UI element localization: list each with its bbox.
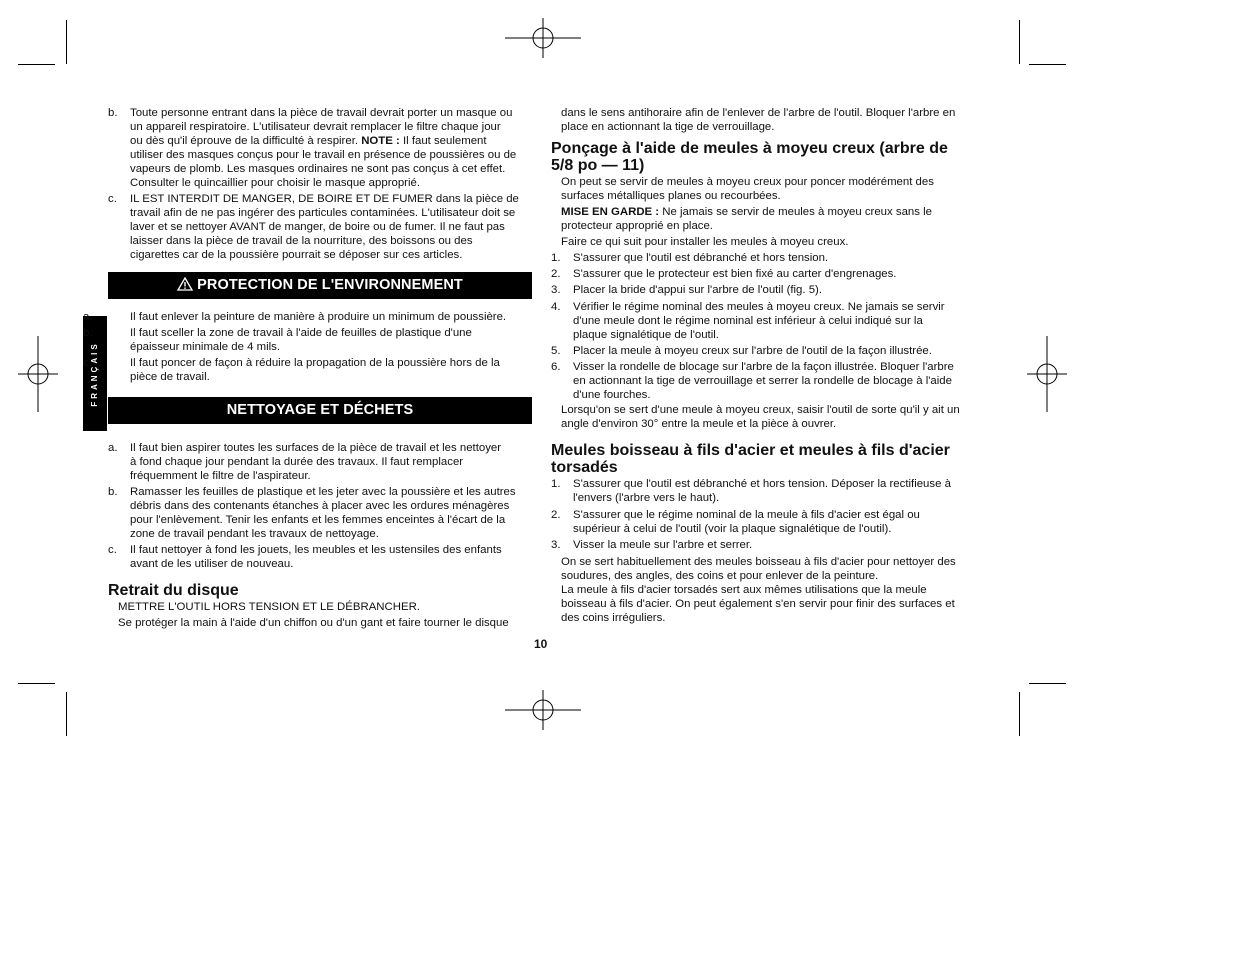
text-line: cigarettes car de la poussière pourrait se déposer sur ces articles.: [130, 249, 463, 261]
list-item: [551, 300, 975, 342]
list-item: [83, 310, 532, 324]
text-line: Il faut poncer de façon à réduire la propagation de la poussière hors de la: [130, 357, 500, 369]
text-line: surfaces métalliques planes ou recourbées.: [561, 190, 781, 202]
text-line: boisseau à fils d'acier. On peut également s'en servir pour finir des surfaces et: [561, 598, 955, 610]
text-line: un appareil respiratoire. L'utilisateur devrait remplacer le filtre chaque jour: [130, 121, 501, 133]
text-line: IL EST INTERDIT DE MANGER, DE BOIRE ET DE FUMER dans la pièce de: [130, 193, 519, 205]
meules-steps-list: [551, 477, 975, 552]
paragraph-poncage-intro: [551, 175, 975, 249]
heading-poncage: [551, 140, 975, 174]
list-item: [108, 106, 532, 190]
crop-mark: [66, 692, 67, 736]
list-marker: 3.: [551, 539, 561, 551]
text-line: On se sert habituellement des meules boisseau à fils d'acier pour nettoyer des: [561, 556, 956, 568]
heading-line: 5/8 po — 11): [551, 157, 645, 174]
text-line: zone de travail pendant les travaux de nettoyage.: [130, 528, 379, 540]
text-line: S'assurer que l'outil est débranché et hors tension. Déposer la rectifieuse à: [573, 478, 951, 490]
registration-mark-bottom: [505, 690, 581, 730]
list-marker: c.: [108, 193, 117, 205]
list-item: [551, 283, 975, 297]
list-item: [551, 267, 975, 281]
list-marker: 2.: [551, 268, 561, 280]
list-marker: 1.: [551, 478, 561, 490]
crop-mark: [66, 20, 67, 64]
text-line: supérieur à celui de l'outil (voir la plaque signalétique de l'outil).: [573, 523, 892, 535]
text-line: Ramasser les feuilles de plastique et les jeter avec la poussière et les autres: [130, 486, 516, 498]
install-steps-list: [551, 251, 975, 402]
list-marker: c.: [108, 544, 117, 556]
list-marker: 4.: [551, 301, 561, 313]
list-item: [108, 543, 532, 571]
page-number: 10: [534, 637, 548, 651]
paragraph-retrait: [108, 600, 532, 630]
warning-icon: [177, 277, 193, 291]
list-marker: b.: [108, 486, 118, 498]
text-line: pour l'enlèvement. Tenir les enfants et les femmes enceintes à l'écart de la: [130, 514, 506, 526]
intro-list: [108, 106, 532, 262]
list-item: [551, 508, 975, 536]
section-title: NETTOYAGE ET DÉCHETS: [226, 402, 414, 418]
text-line: d'une meule dont le régime nominal est inférieur à celui indiqué sur la: [573, 315, 923, 327]
cleaning-list: [108, 441, 532, 571]
list-item: [551, 360, 975, 402]
text-line: utiliser des masques conçus pour le travail en présence de poussières ou de: [130, 149, 517, 161]
text-line: pièce de travail.: [130, 371, 210, 383]
language-label: FRANÇAIS: [90, 340, 99, 407]
text-fragment: ou dès qu'il éprouve de la difficulté à respirer.: [130, 135, 362, 147]
text-line: laisser dans la pièce de travail de la nourriture, des boissons ou des: [130, 235, 473, 247]
heading-line: torsadés: [551, 459, 618, 476]
text-fragment: Il faut seulement: [399, 135, 487, 147]
text-line: en actionnant la tige de verrouillage et serrer la rondelle de blocage à l'aide: [573, 375, 952, 387]
list-marker: b.: [108, 107, 118, 119]
text-line: Visser la meule sur l'arbre et serrer.: [573, 539, 753, 551]
list-marker: a.: [83, 311, 93, 323]
text-line: [130, 134, 532, 148]
paragraph-angle: [551, 403, 975, 431]
text-line: plaque signalétique de l'outil.: [573, 329, 719, 341]
crop-mark: [1029, 64, 1066, 65]
text-line: dans le sens antihoraire afin de l'enlever de l'arbre de l'outil. Bloquer l'arbre en: [561, 107, 956, 119]
text-line: S'assurer que le régime nominal de la meule à fils d'acier est égal ou: [573, 509, 920, 521]
heading-meules-boisseau: [551, 442, 975, 476]
list-item: [551, 251, 975, 265]
heading-retrait: Retrait du disque: [108, 582, 239, 599]
list-marker: 2.: [551, 509, 561, 521]
list-item: [108, 485, 532, 541]
text-line: Se protéger la main à l'aide d'un chiffon ou d'un gant et faire tourner le disque: [118, 617, 509, 629]
paragraph-final: [551, 555, 975, 625]
text-line: angle d'environ 30° entre la meule et la pièce à ouvrer.: [561, 418, 837, 430]
text-line: Vérifier le régime nominal des meules à moyeu creux. Ne jamais se servir: [573, 301, 945, 313]
list-marker: 1.: [551, 252, 561, 264]
text-line: soudures, des angles, des coins et pour enlever de la peinture.: [561, 570, 879, 582]
registration-mark-right: [1027, 336, 1067, 412]
note-label: NOTE :: [361, 135, 400, 147]
text-line: S'assurer que le protecteur est bien fixé au carter d'engrenages.: [573, 268, 897, 280]
section-banner-environment: [108, 272, 532, 299]
text-fragment: Ne jamais se servir de meules à moyeu creux sans le: [659, 206, 932, 218]
text-line: d'une fourches.: [573, 389, 651, 401]
text-line: Il faut nettoyer à fond les jouets, les meubles et les ustensiles des enfants: [130, 544, 502, 556]
list-marker: 3.: [551, 284, 561, 296]
list-item: [551, 538, 975, 552]
list-item: [108, 441, 532, 483]
crop-mark: [18, 683, 55, 684]
caution-line: [561, 205, 975, 219]
registration-mark-top: [505, 18, 581, 58]
text-line: Il faut sceller la zone de travail à l'aide de feuilles de plastique d'une: [130, 327, 472, 339]
text-line: des coins irréguliers.: [561, 612, 666, 624]
text-line: S'assurer que l'outil est débranché et hors tension.: [573, 252, 829, 264]
list-item: [83, 326, 532, 354]
list-marker: 6.: [551, 361, 561, 373]
list-item: [551, 477, 975, 505]
text-line: fréquemment le filtre de l'aspirateur.: [130, 470, 311, 482]
text-line: Visser la rondelle de blocage sur l'arbre de la façon illustrée. Bloquer l'arbre: [573, 361, 954, 373]
crop-mark: [1019, 20, 1020, 64]
section-title: PROTECTION DE L'ENVIRONNEMENT: [197, 277, 463, 293]
text-line: METTRE L'OUTIL HORS TENSION ET LE DÉBRANCHER.: [118, 601, 420, 613]
heading-line: Meules boisseau à fils d'acier et meules à fils d'acier: [551, 442, 950, 459]
text-line: Lorsqu'on se sert d'une meule à moyeu creux, saisir l'outil de sorte qu'il y ait un: [561, 404, 960, 416]
text-line: Toute personne entrant dans la pièce de travail devrait porter un masque ou: [130, 107, 513, 119]
list-marker: a.: [108, 442, 118, 454]
list-item: [83, 356, 532, 384]
caution-label: MISE EN GARDE :: [561, 206, 660, 218]
text-line: travail afin de ne pas ingérer des particules contaminées. L'utilisateur doit se: [130, 207, 516, 219]
registration-mark-left: [18, 336, 58, 412]
text-line: épaisseur minimale de 4 mils.: [130, 341, 281, 353]
text-line: Il faut bien aspirer toutes les surfaces de la pièce de travail et les nettoyer: [130, 442, 502, 454]
text-line: Consulter le quincaillier pour choisir le masque approprié.: [130, 177, 420, 189]
text-line: Placer la meule à moyeu creux sur l'arbre de l'outil de la façon illustrée.: [573, 345, 932, 357]
crop-mark: [18, 64, 55, 65]
text-line: place en actionnant la tige de verrouillage.: [561, 121, 775, 133]
text-line: On peut se servir de meules à moyeu creux pour poncer modérément des: [561, 176, 934, 188]
list-marker: b.: [83, 327, 93, 339]
text-line: avant de les utiliser de nouveau.: [130, 558, 294, 570]
text-line: La meule à fils d'acier torsadés sert aux mêmes utilisations que la meule: [561, 584, 927, 596]
text-line: débris dans des contenants étanches à placer avec les ordures ménagères: [130, 500, 510, 512]
text-line: Faire ce qui suit pour installer les meules à moyeu creux.: [561, 236, 849, 248]
text-line: protecteur approprié en place.: [561, 220, 713, 232]
crop-mark: [1029, 683, 1066, 684]
list-item: [551, 344, 975, 358]
list-item: [108, 192, 532, 262]
list-marker: c.: [83, 357, 92, 369]
env-list: [83, 310, 532, 384]
crop-mark: [1019, 692, 1020, 736]
right-column: [551, 106, 975, 625]
text-line: vapeurs de plomb. Les masques ordinaires ne sont pas conçus à cet effet.: [130, 163, 506, 175]
text-line: Il faut enlever la peinture de manière à produire un minimum de poussière.: [130, 311, 507, 323]
text-line: l'envers (l'arbre vers le haut).: [573, 492, 720, 504]
paragraph-continued: [551, 106, 975, 134]
heading-line: Ponçage à l'aide de meules à moyeu creux (arbre de: [551, 140, 948, 157]
text-line: Placer la bride d'appui sur l'arbre de l'outil (fig. 5).: [573, 284, 823, 296]
text-line: à fond chaque jour pendant la durée des travaux. Il faut remplacer: [130, 456, 464, 468]
list-marker: 5.: [551, 345, 561, 357]
text-line: laver et se nettoyer AVANT de manger, de boire ou de fumer. Il ne faut pas: [130, 221, 505, 233]
section-banner-cleaning: [108, 397, 532, 424]
